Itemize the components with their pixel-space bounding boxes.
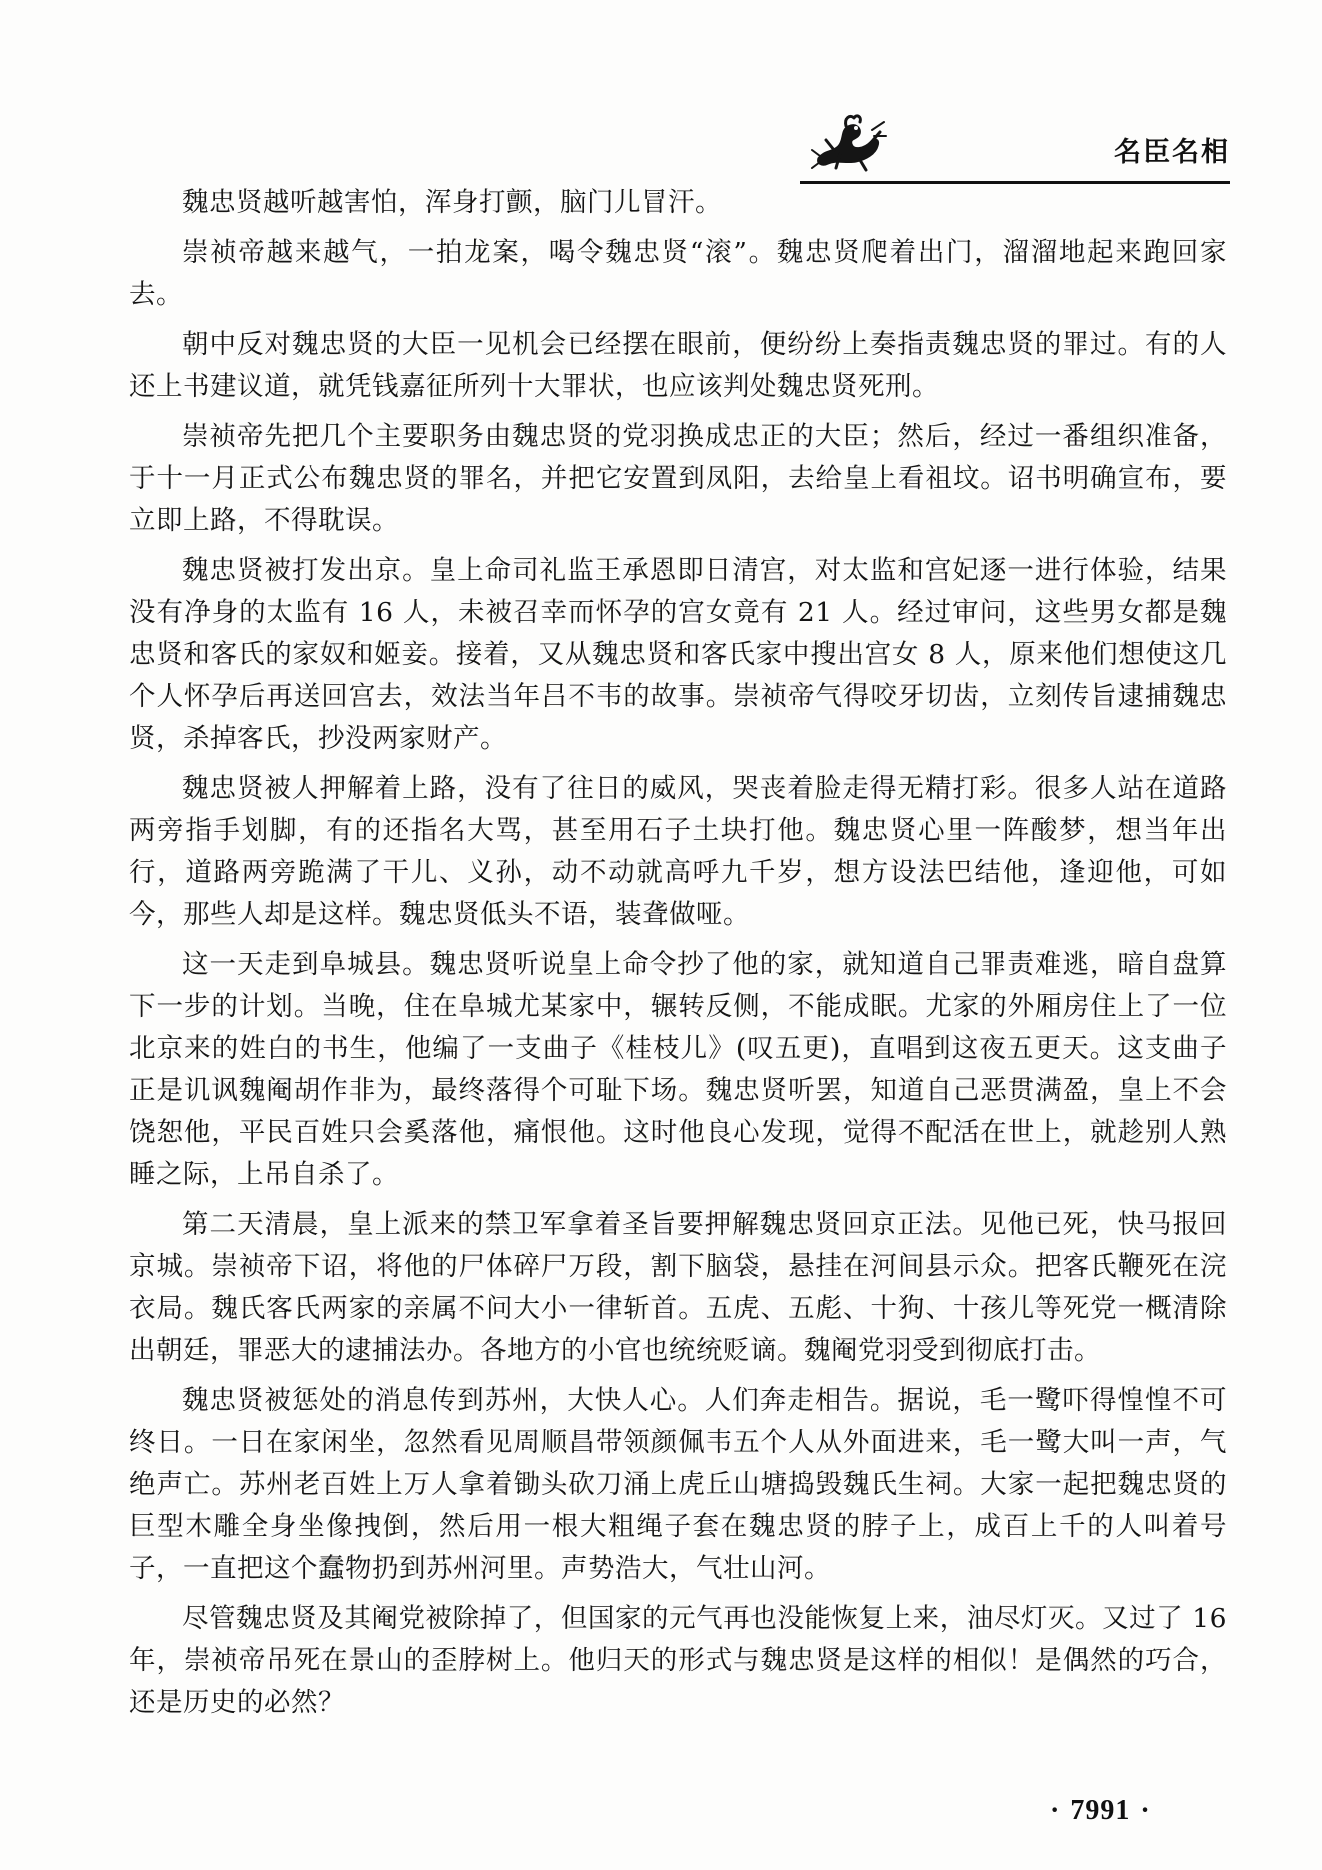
page-number-value: 7991 bbox=[1070, 1795, 1131, 1826]
running-header bbox=[800, 108, 1230, 184]
paragraph: 魏忠贤被惩处的消息传到苏州，大快人心。人们奔走相告。据说，毛一鹭吓得惶惶不可终日。一日在家闲坐，忽然看见周顺昌带领颜佩韦五个人从外面进来，毛一鹭大叫一声，气绝声亡。苏州老百姓上万人拿着锄头砍刀涌上虎丘山塘捣毁魏氏生祠。大家一起把魏忠贤的巨型木雕全身坐像拽倒，然后用一根大粗绳子套在魏忠贤的脖子上，成百上千的人叫着号子，一直把这个蠢物扔到苏州河里。声势浩大，气壮山河。 bbox=[129, 1385, 1227, 1584]
header-title: 名臣名相 bbox=[1114, 137, 1230, 168]
dragon-icon bbox=[810, 110, 888, 176]
article-body bbox=[129, 182, 1227, 1732]
paragraph: 魏忠贤被人押解着上路，没有了往日的威风，哭丧着脸走得无精打彩。很多人站在道路两旁指手划脚，有的还指名大骂，甚至用石子土块打他。魏忠贤心里一阵酸梦，想当年出行，道路两旁跪满了干儿、义孙，动不动就高呼九千岁，想方设法巴结他，逢迎他，可如今，那些人却是这样。魏忠贤低头不语，装聋做哑。 bbox=[129, 773, 1227, 930]
page-number bbox=[1040, 1795, 1161, 1827]
paragraph: 第二天清晨，皇上派来的禁卫军拿着圣旨要押解魏忠贤回京正法。见他已死，快马报回京城。崇祯帝下诏，将他的尸体碎尸万段，割下脑袋，悬挂在河间县示众。把客氏鞭死在浣衣局。魏氏客氏两家的亲属不问大小一律斩首。五虎、五彪、十狗、十孩儿等死党一概清除出朝廷，罪恶大的逮捕法办。各地方的小官也统统贬谪。魏阉党羽受到彻底打击。 bbox=[129, 1209, 1227, 1366]
paragraph: 这一天走到阜城县。魏忠贤听说皇上命令抄了他的家，就知道自己罪责难逃，暗自盘算下一步的计划。当晚，住在阜城尤某家中，辗转反侧，不能成眠。尤家的外厢房住上了一位北京来的姓白的书生，他编了一支曲子《桂枝儿》(叹五更)，直唱到这夜五更天。这支曲子正是讥讽魏阉胡作非为，最终落得个可耻下场。魏忠贤听罢，知道自己恶贯满盈，皇上不会饶恕他，平民百姓只会奚落他，痛恨他。这时他良心发现，觉得不配活在世上，就趁别人熟睡之际，上吊自杀了。 bbox=[129, 949, 1227, 1190]
paragraph: 魏忠贤越听越害怕，浑身打颤，脑门儿冒汗。 bbox=[182, 187, 722, 218]
paragraph: 魏忠贤被打发出京。皇上命司礼监王承恩即日清宫，对太监和宫妃逐一进行体验，结果没有净身的太监有 16 人，未被召幸而怀孕的宫女竟有 21 人。经过审问，这些男女都是魏忠贤和客氏的家奴和姬妾。接着，又从魏忠贤和客氏家中搜出宫女 8 人，原来他们想使这几个人怀孕后再送回宫去，效法当年吕不韦的故事。崇祯帝气得咬牙切齿，立刻传旨逮捕魏忠贤，杀掉客氏，抄没两家财产。 bbox=[129, 555, 1227, 754]
page-dot-right: · bbox=[1140, 1795, 1151, 1826]
paragraph: 崇祯帝越来越气，一拍龙案，喝令魏忠贤“滚”。魏忠贤爬着出门，溜溜地起来跑回家去。 bbox=[129, 237, 1227, 310]
page-dot-left: · bbox=[1050, 1795, 1061, 1826]
paragraph: 崇祯帝先把几个主要职务由魏忠贤的党羽换成忠正的大臣；然后，经过一番组织准备，于十一月正式公布魏忠贤的罪名，并把它安置到凤阳，去给皇上看祖坟。诏书明确宣布，要立即上路，不得耽误。 bbox=[129, 421, 1227, 536]
paragraph: 朝中反对魏忠贤的大臣一见机会已经摆在眼前，便纷纷上奏指责魏忠贤的罪过。有的人还上书建议道，就凭钱嘉征所列十大罪状，也应该判处魏忠贤死刑。 bbox=[129, 329, 1227, 402]
paragraph: 尽管魏忠贤及其阉党被除掉了，但国家的元气再也没能恢复上来，油尽灯灭。又过了 16 年，崇祯帝吊死在景山的歪脖树上。他归天的形式与魏忠贤是这样的相似！是偶然的巧合，还是历史的必然？ bbox=[129, 1603, 1227, 1718]
